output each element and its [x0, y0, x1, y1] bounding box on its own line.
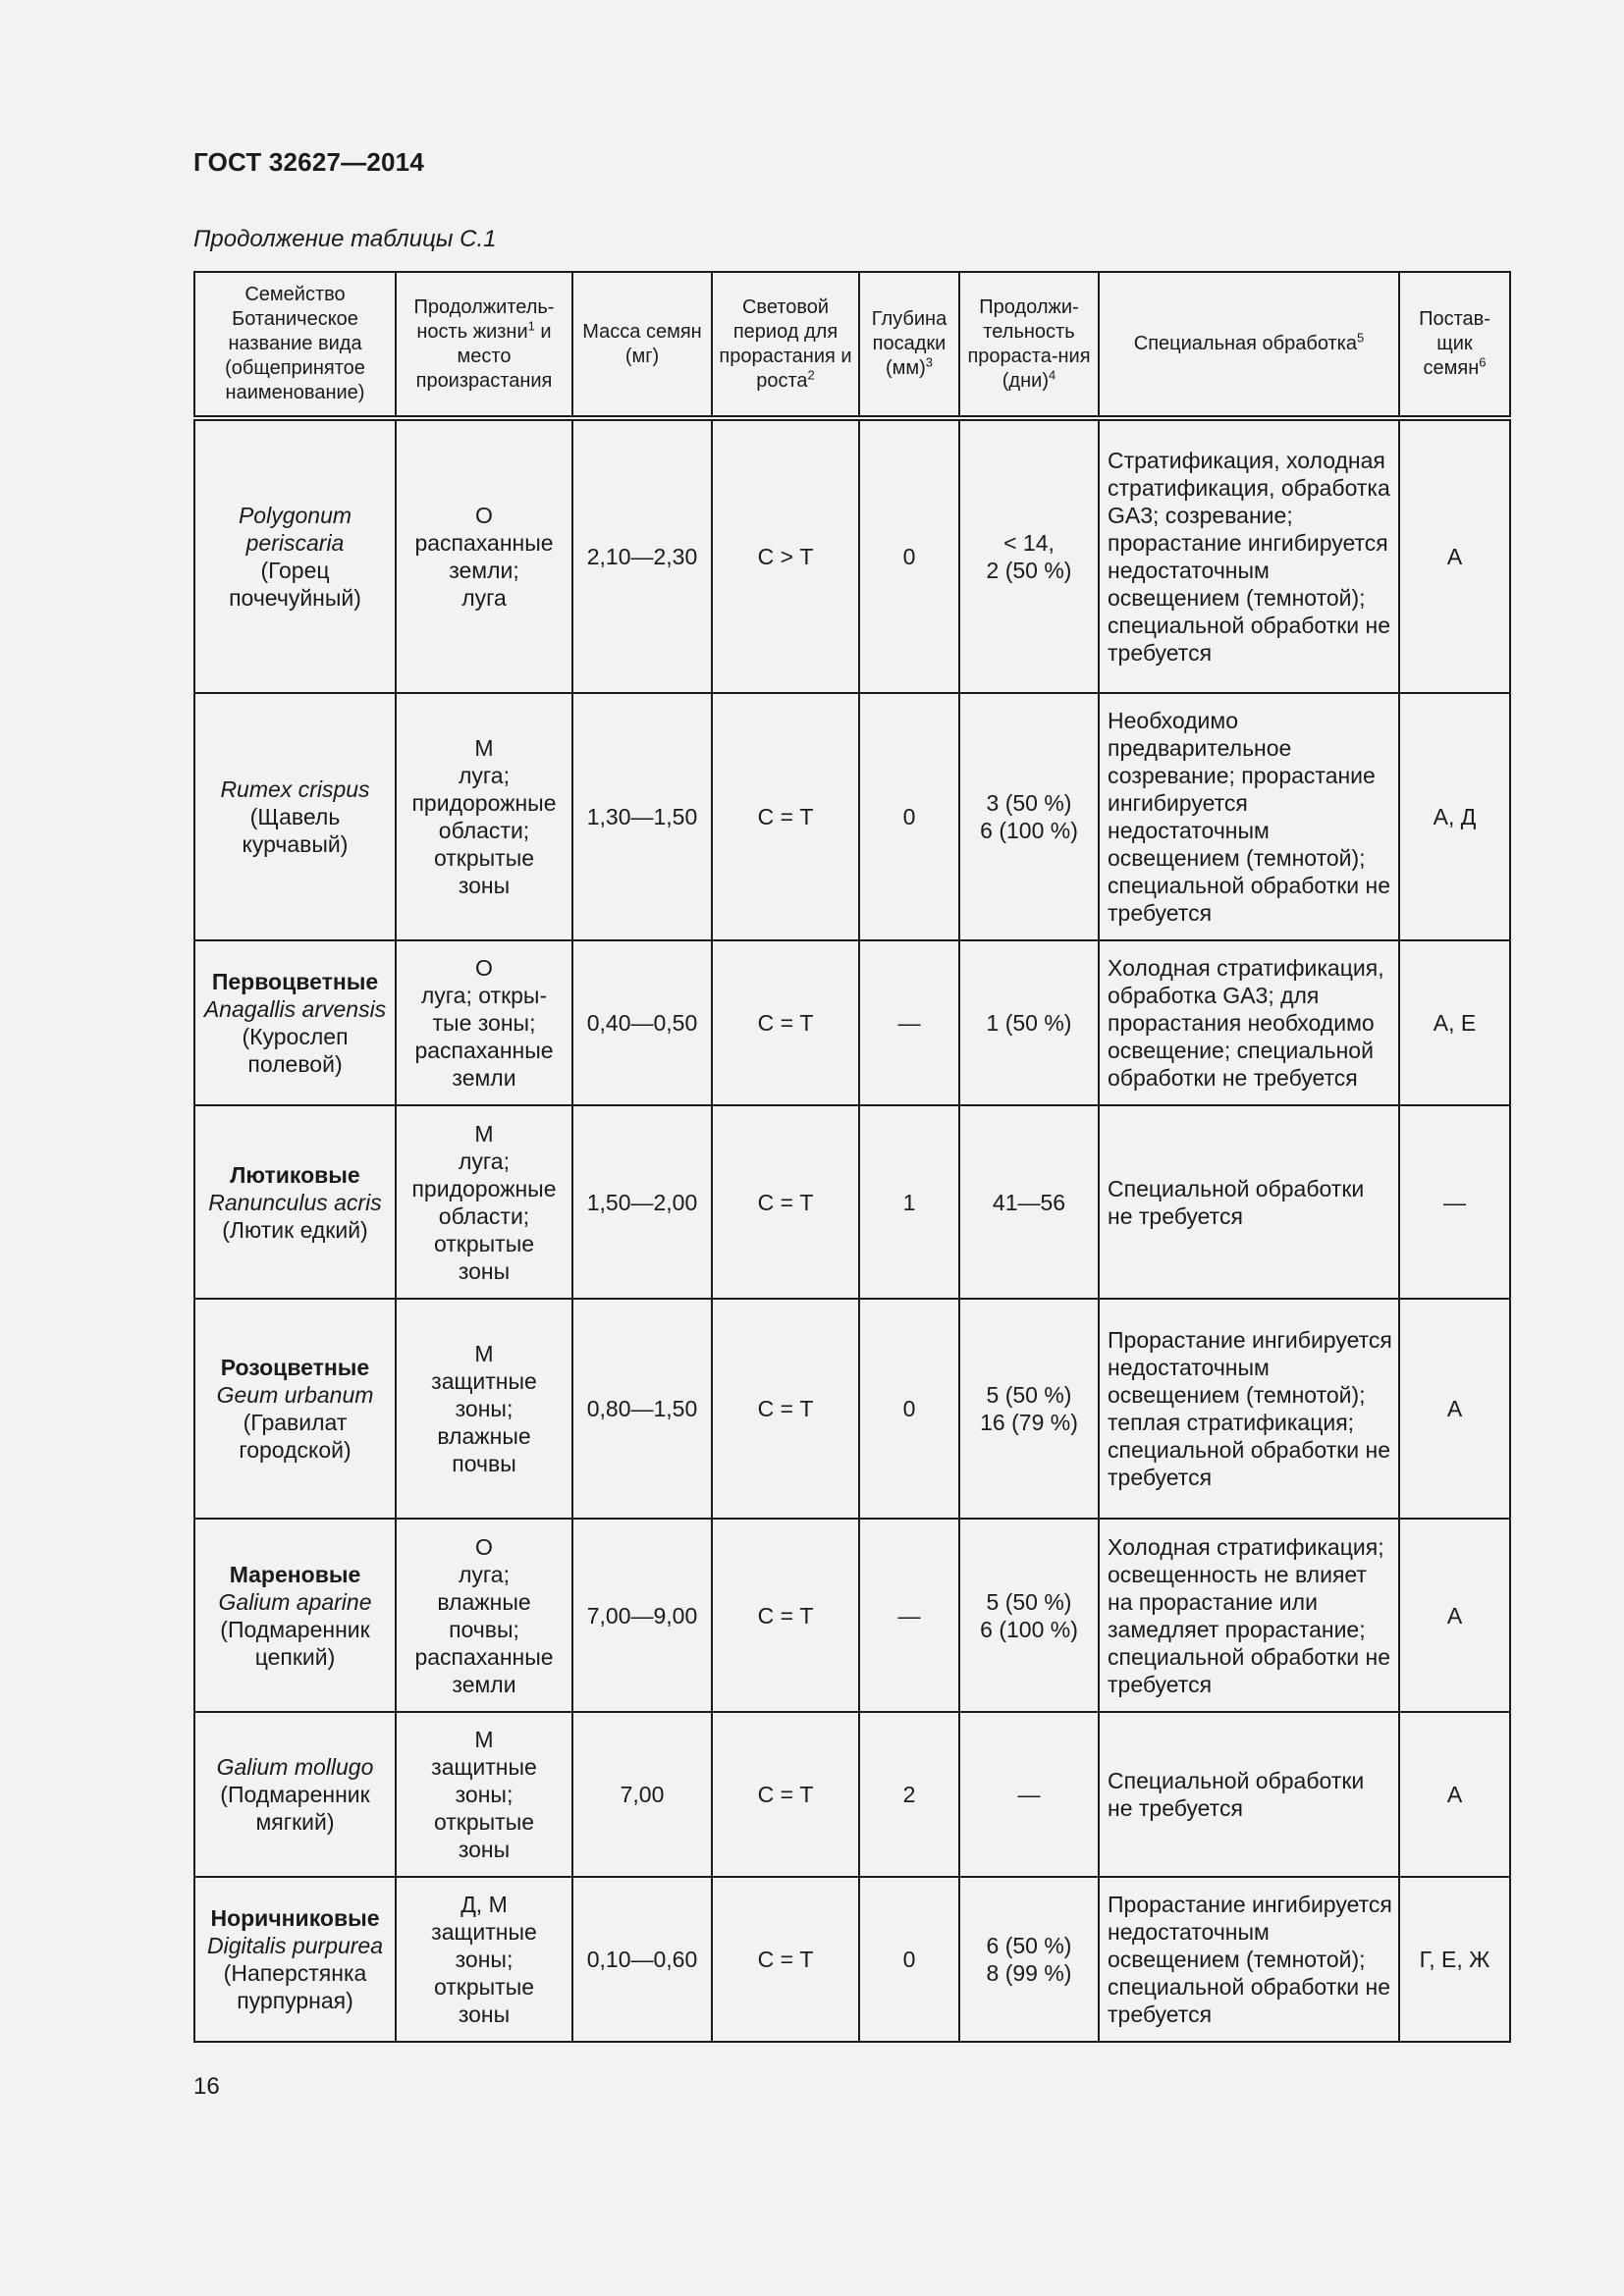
duration-cell — [959, 1299, 1099, 1519]
life-line: влажные — [437, 1423, 531, 1449]
common-name: (Щавель курчавый) — [242, 804, 349, 857]
duration-line: 6 (100 %) — [980, 1616, 1078, 1642]
light-cell: С = Т — [712, 1299, 859, 1519]
life-cell — [396, 1877, 572, 2042]
treatment-cell: Холодная стратификация, обработка GA3; для прорастания необходимо освещение; специальной обработки не требуется — [1099, 940, 1399, 1105]
life-line: придорожные — [411, 790, 557, 816]
table-row — [194, 940, 1510, 1105]
life-line: луга; — [459, 1148, 510, 1174]
header-row — [194, 272, 1510, 418]
common-name: (Подмаренник цепкий) — [220, 1616, 370, 1670]
life-line: луга; — [459, 1561, 510, 1587]
duration-line: 6 (50 %) — [986, 1933, 1072, 1958]
treatment-cell: Необходимо предварительное созревание; прорастание ингибируется недостаточным освещением (темнотой); специальной обработки не требуется — [1099, 693, 1399, 940]
supplier-cell: А, Д — [1399, 693, 1510, 940]
life-line: М — [474, 1727, 494, 1752]
duration-line: 3 (50 %) — [986, 790, 1072, 816]
treatment-cell: Прорастание ингибируется недостаточным освещением (темнотой); специальной обработки не требуется — [1099, 1877, 1399, 2042]
duration-line: 5 (50 %) — [986, 1588, 1072, 1615]
species-cell — [194, 1712, 396, 1877]
col-header-depth: Глубина посадки (мм)$^3$ — [859, 272, 959, 418]
life-line: распаханные — [414, 1643, 554, 1670]
mass-cell: 0,80—1,50 — [572, 1299, 712, 1519]
life-line: почвы — [452, 1451, 516, 1476]
mass-cell: 0,40—0,50 — [572, 940, 712, 1105]
life-line: открытые — [433, 1974, 535, 2000]
col-header-supplier: Постав-щик семян$^6$ — [1399, 272, 1510, 418]
latin-name: Galium mollugo — [216, 1754, 374, 1780]
treatment-cell: Специальной обработки не требуется — [1099, 1105, 1399, 1299]
life-line: луга — [461, 585, 507, 611]
life-line: земли; — [449, 558, 519, 583]
latin-name: Ranunculus acris — [208, 1189, 382, 1215]
treatment-cell: Прорастание ингибируется недостаточным освещением (темнотой); теплая стратификация; специальной обработки не требуется — [1099, 1299, 1399, 1519]
life-cell — [396, 1299, 572, 1519]
life-cell — [396, 1519, 572, 1712]
life-cell — [396, 1105, 572, 1299]
life-cell — [396, 693, 572, 940]
life-line: О — [475, 955, 493, 981]
life-line: Д, М — [460, 1892, 508, 1917]
col-header-species: Семейство Ботаническое название вида (общепринятое наименование) — [194, 272, 396, 418]
duration-line: 1 (50 %) — [986, 1010, 1072, 1036]
life-line: зоны; — [455, 1782, 514, 1807]
species-cell — [194, 418, 396, 693]
life-line: открытые — [433, 845, 535, 871]
life-line: О — [475, 503, 493, 528]
life-line: О — [475, 1533, 493, 1560]
duration-cell — [959, 418, 1099, 693]
col-header-life: Продолжитель-ность жизни$^1$ и место произрастания — [396, 272, 572, 418]
mass-cell: 1,50—2,00 — [572, 1105, 712, 1299]
life-line: зоны; — [455, 1947, 514, 1972]
table-row — [194, 1519, 1510, 1712]
light-cell: С = Т — [712, 1712, 859, 1877]
life-line: защитные — [431, 1919, 537, 1945]
species-cell — [194, 1877, 396, 2042]
standard-title: ГОСТ 32627—2014 — [193, 147, 424, 177]
common-name: (Подмаренник мягкий) — [220, 1782, 370, 1835]
depth-cell: 0 — [859, 1877, 959, 2042]
supplier-cell: — — [1399, 1105, 1510, 1299]
mass-cell: 7,00 — [572, 1712, 712, 1877]
depth-cell: 0 — [859, 693, 959, 940]
life-line: открытые — [433, 1809, 535, 1835]
treatment-cell: Специальной обработки не требуется — [1099, 1712, 1399, 1877]
life-line: зоны — [458, 2002, 511, 2027]
duration-line: 6 (100 %) — [980, 818, 1078, 843]
depth-cell: 0 — [859, 418, 959, 693]
table-row — [194, 1877, 1510, 2042]
species-cell — [194, 940, 396, 1105]
life-line: влажные — [437, 1588, 531, 1615]
duration-line: 2 (50 %) — [986, 558, 1072, 583]
supplier-cell: Г, Е, Ж — [1399, 1877, 1510, 2042]
life-line: земли — [452, 1671, 516, 1697]
duration-cell — [959, 1877, 1099, 2042]
common-name: (Курослеп полевой) — [242, 1024, 349, 1077]
duration-line: 5 (50 %) — [986, 1382, 1072, 1408]
life-line: открытые — [433, 1230, 535, 1256]
latin-name: Geum urbanum — [216, 1382, 374, 1408]
col-header-treatment: Специальная обработка$^5$ — [1099, 272, 1399, 418]
col-header-duration: Продолжи-тельность прораста-ния (дни)$^4$ — [959, 272, 1099, 418]
life-line: М — [474, 735, 494, 761]
light-cell: С = Т — [712, 693, 859, 940]
life-line: придорожные — [411, 1175, 557, 1201]
depth-cell: — — [859, 940, 959, 1105]
treatment-cell: Стратификация, холодная стратификация, обработка GA3; созревание; прорастание ингибируется недостаточным освещением (темнотой); специальной обработки не требуется — [1099, 418, 1399, 693]
life-line: М — [474, 1120, 494, 1147]
life-line: области; — [438, 818, 530, 843]
table-row — [194, 1105, 1510, 1299]
life-line: луга; — [459, 763, 510, 788]
life-line: луга; откры- — [420, 983, 548, 1008]
latin-name: Polygonum periscaria — [238, 503, 352, 556]
duration-line: 16 (79 %) — [980, 1410, 1078, 1435]
duration-cell — [959, 1105, 1099, 1299]
family-name: Норичниковые — [210, 1905, 380, 1931]
duration-line: < 14, — [1003, 530, 1055, 556]
life-line: земли — [452, 1065, 516, 1091]
common-name: (Наперстянка пурпурная) — [223, 1960, 367, 2013]
life-line: распаханные — [414, 530, 554, 556]
col-header-light: Световой период для прорастания и роста$^2$ — [712, 272, 859, 418]
latin-name: Anagallis arvensis — [203, 996, 387, 1022]
species-cell — [194, 693, 396, 940]
duration-line: 8 (99 %) — [986, 1960, 1072, 1986]
treatment-cell: Холодная стратификация; освещенность не влияет на прорастание или замедляет прорастание; специальной обработки не требуется — [1099, 1519, 1399, 1712]
life-line: распаханные — [414, 1038, 554, 1063]
family-name: Мареновые — [229, 1561, 361, 1587]
family-name: Лютиковые — [230, 1161, 360, 1188]
duration-line: 41—56 — [992, 1189, 1066, 1215]
life-cell — [396, 940, 572, 1105]
depth-cell: 2 — [859, 1712, 959, 1877]
species-cell — [194, 1519, 396, 1712]
life-line: защитные — [431, 1754, 537, 1780]
life-line: зоны — [458, 1257, 511, 1284]
life-line: зоны; — [455, 1396, 514, 1421]
light-cell: С > Т — [712, 418, 859, 693]
supplier-cell: А — [1399, 1712, 1510, 1877]
mass-cell: 1,30—1,50 — [572, 693, 712, 940]
supplier-cell: А — [1399, 418, 1510, 693]
table-caption: Продолжение таблицы С.1 — [193, 226, 497, 252]
life-cell — [396, 418, 572, 693]
common-name: (Гравилат городской) — [239, 1410, 352, 1463]
duration-line: — — [1017, 1782, 1041, 1807]
latin-name: Galium aparine — [218, 1588, 372, 1615]
latin-name: Rumex crispus — [220, 776, 370, 802]
family-name: Первоцветные — [211, 969, 379, 994]
light-cell: С = Т — [712, 1519, 859, 1712]
table-row — [194, 693, 1510, 940]
supplier-cell: А, Е — [1399, 940, 1510, 1105]
common-name: (Горец почечуйный) — [229, 558, 361, 611]
duration-cell — [959, 940, 1099, 1105]
life-cell — [396, 1712, 572, 1877]
seed-data-table — [193, 271, 1511, 2043]
supplier-cell: А — [1399, 1519, 1510, 1712]
mass-cell: 0,10—0,60 — [572, 1877, 712, 2042]
life-line: М — [474, 1341, 494, 1366]
mass-cell: 7,00—9,00 — [572, 1519, 712, 1712]
duration-cell — [959, 1712, 1099, 1877]
duration-cell — [959, 693, 1099, 940]
table-row — [194, 1299, 1510, 1519]
light-cell: С = Т — [712, 1877, 859, 2042]
table-row — [194, 1712, 1510, 1877]
depth-cell: — — [859, 1519, 959, 1712]
light-cell: С = Т — [712, 1105, 859, 1299]
life-line: почвы; — [449, 1616, 519, 1642]
table-body — [194, 418, 1510, 2042]
life-line: защитные — [431, 1368, 537, 1394]
col-header-mass: Масса семян (мг) — [572, 272, 712, 418]
species-cell — [194, 1299, 396, 1519]
mass-cell: 2,10—2,30 — [572, 418, 712, 693]
life-line: зоны — [458, 1837, 511, 1862]
page-number: 16 — [193, 2073, 220, 2100]
life-line: области; — [438, 1202, 530, 1229]
depth-cell: 1 — [859, 1105, 959, 1299]
table-row — [194, 418, 1510, 693]
light-cell: С = Т — [712, 940, 859, 1105]
duration-cell — [959, 1519, 1099, 1712]
family-name: Розоцветные — [220, 1355, 370, 1380]
life-line: тые зоны; — [432, 1010, 536, 1036]
life-line: зоны — [458, 873, 511, 898]
common-name: (Лютик едкий) — [222, 1216, 368, 1243]
depth-cell: 0 — [859, 1299, 959, 1519]
species-cell — [194, 1105, 396, 1299]
supplier-cell: А — [1399, 1299, 1510, 1519]
latin-name: Digitalis purpurea — [207, 1933, 383, 1958]
